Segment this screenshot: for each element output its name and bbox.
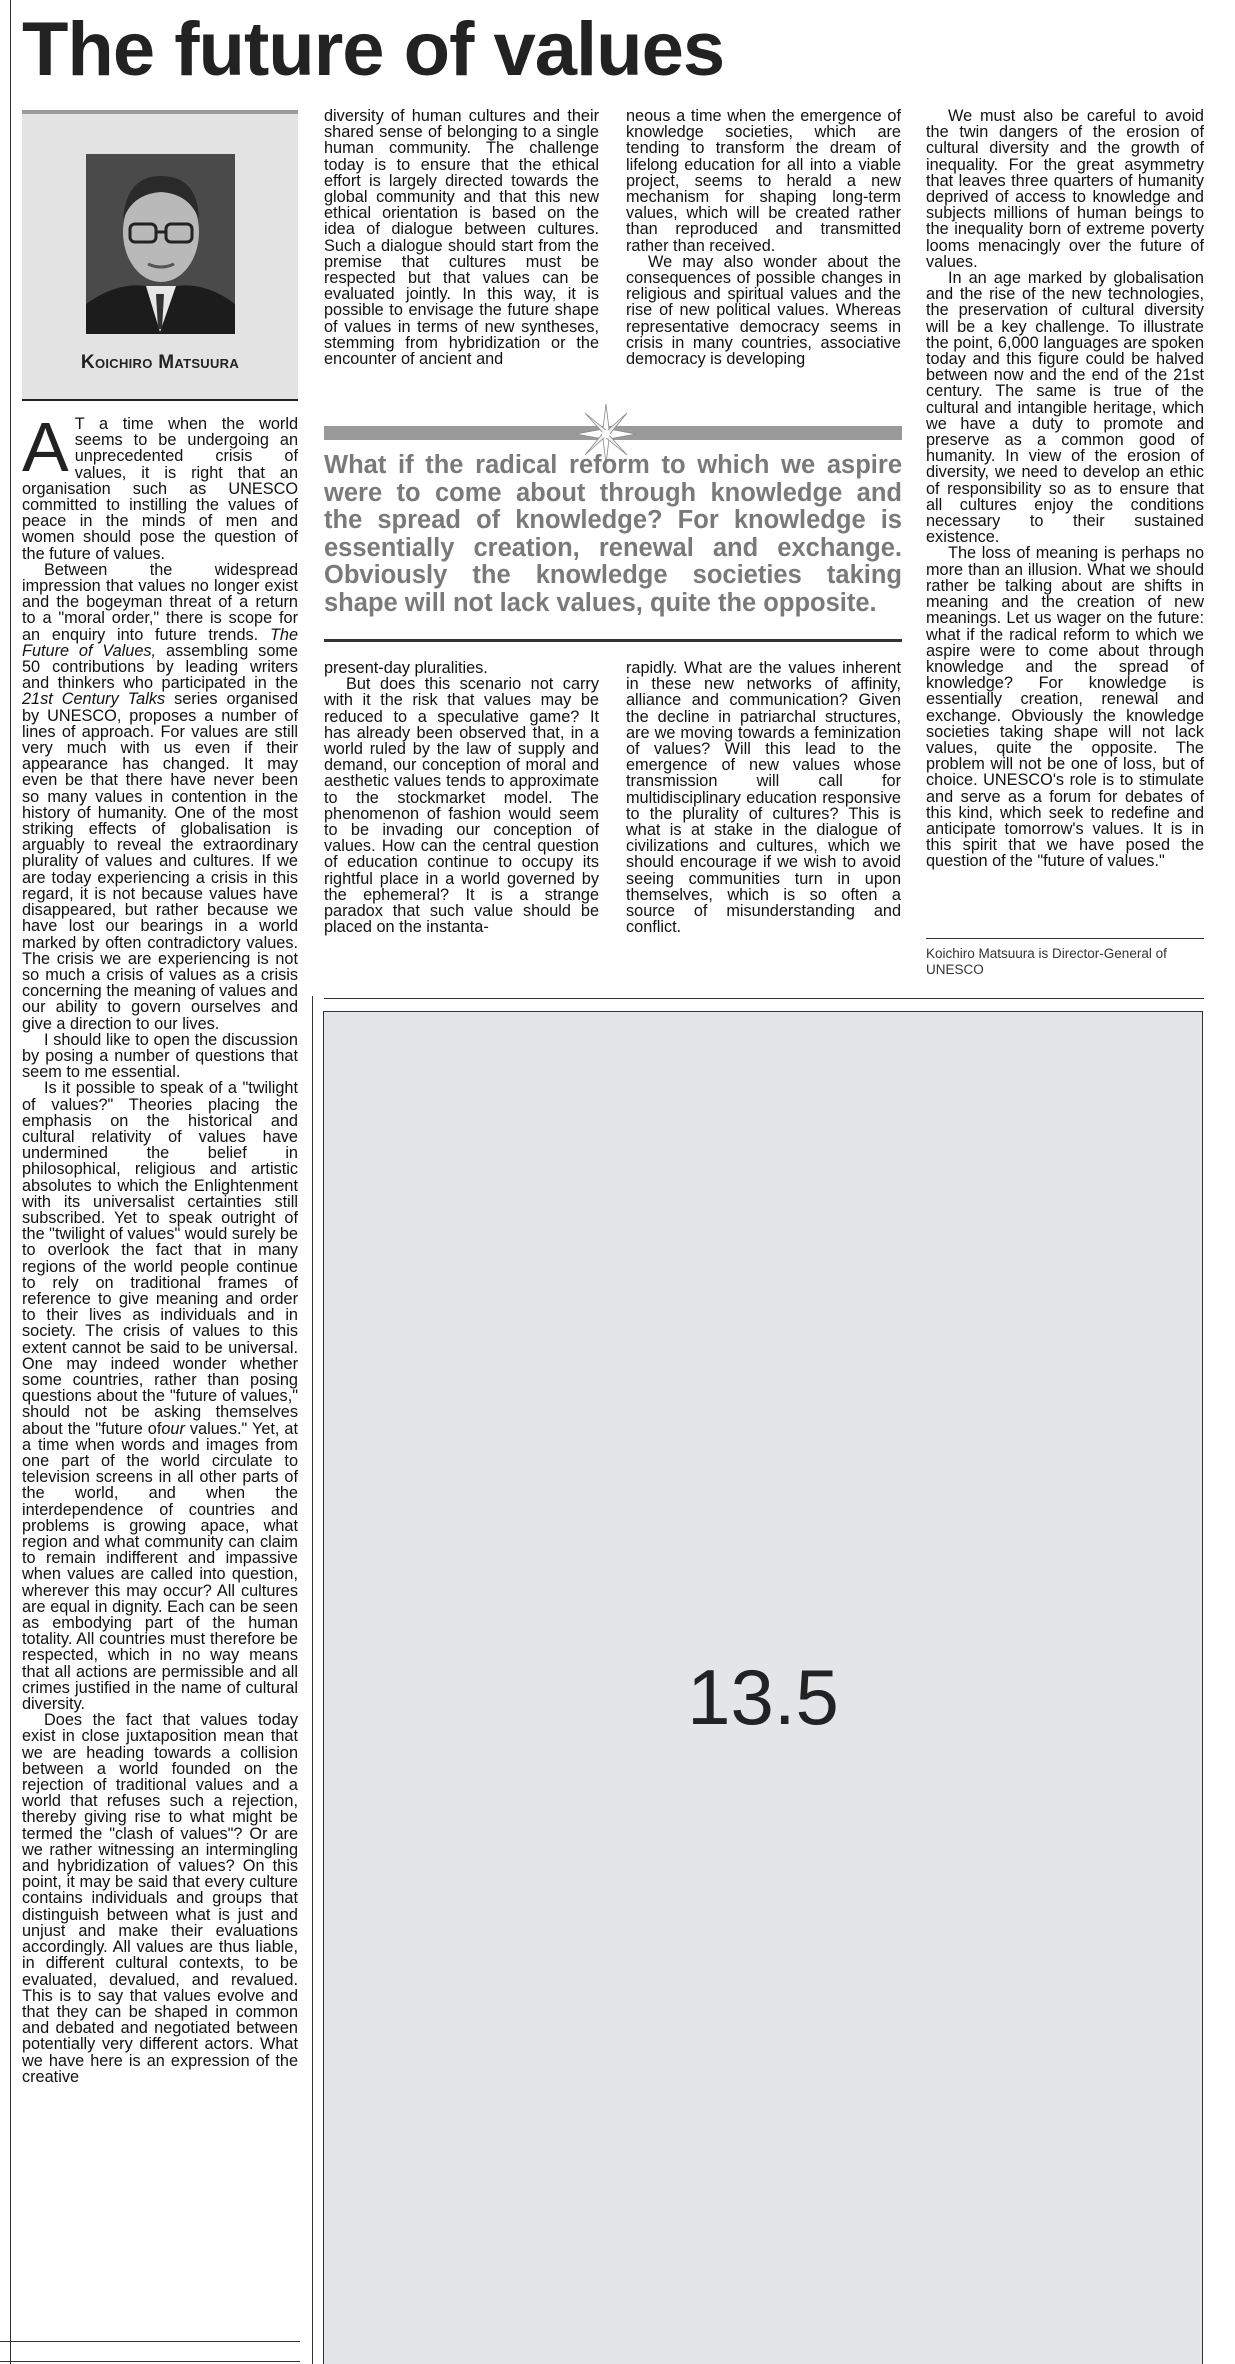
credit-rule	[926, 938, 1204, 939]
drop-cap: A	[22, 408, 69, 486]
paragraph: Is it possible to speak of a "twilight of values?" Theories placing the emphasis on the historical and cultural relativity of values have undermined the belief in philosophical, religious and artistic absolutes to which the Enlightenment with its universalist certainties still subscribed. Yet to speak outright of the "twilight of values" would surely be to overlook the fact that in many regions of the world people continue to rely on traditional frames of reference to give meaning and order to their lives as individuals and in society. The crisis of values to this extent cannot be said to be universal. One may indeed wonder whether some countries, rather than posing questions about the "future of values," should not be asking themselves about the "future ofour values." Yet, at a time when words and images from one part of the world circulate to television screens in all other parts of the world, and when the interdependence of countries and problems is growing apace, what region and what community can claim to remain indifferent and impassive when values are called into question, wherever this may occur? All cultures are equal in dignity. Each can be seen as embodying part of the human totality. All countries must therefore be respected, which in no way means that all actions are permissible and all crimes justified in the name of cultural diversity.	[22, 1079, 298, 1714]
bottom-rule	[0, 2341, 300, 2342]
article-column-2-bottom	[324, 660, 599, 935]
advertisement-placeholder	[323, 1011, 1203, 2364]
paragraph: In an age marked by globalisation and the rise of the new technologies, the preservation of cultural diversity will be a key challenge. To illustrate the point, 6,000 languages are spoken today and this figure could be halved between now and the end of the 21st century. The same is true of the cultural and intangible heritage, which we have a duty to promote and preserve as a common good of humanity. In view of the erosion of diversity, we need to develop an ethic of responsibility so as to ensure that all cultures enjoy the conditions necessary to their sustained existence.	[926, 269, 1204, 547]
pull-quote: What if the radical reform to which we aspire were to come about through knowledge and the spread of knowledge? For knowledge is essentially creation, renewal and exchange. Obviously the knowledge societies taking shape will not lack values, quite the opposite.	[324, 451, 902, 617]
paragraph: rapidly. What are the values inherent in these new networks of affinity, alliance and communication? Given the decline in patriarchal structures, are we moving towards a feminization of values? Will this lead to the emergence of new values whose transmission will call for multidisciplinary education responsive to the plurality of cultures? This is what is at stake in the dialogue of civilizations and cultures, which we should encourage if we wish to avoid seeing communities turn in upon themselves, which is so often a source of misunderstanding and conflict.	[626, 659, 901, 937]
article-column-1	[22, 408, 299, 2086]
bottom-rule	[0, 2361, 300, 2362]
article-column-3-top	[626, 108, 901, 367]
paragraph: We may also wonder about the consequences of possible changes in religious and spiritual values and the rise of new political values. Whereas representative democracy seems in crisis in many countries, associative democracy is developing	[626, 252, 901, 369]
paragraph: diversity of human cultures and their shared sense of belonging to a single human community. The challenge today is to ensure that the ethical effort is largely directed towards the global community and that this new ethical orientation is based on the idea of dialogue between cultures. Such a dialogue should start from the premise that cultures must be respected but that values can be evaluated jointly. In this way, it is possible to envisage the future shape of values in terms of new syntheses, stemming from hybridization or the encounter of ancient and	[324, 107, 599, 369]
paragraph: We must also be careful to avoid the twin dangers of the erosion of cultural diversity and the growth of inequality. For the great asymmetry that leaves three quarters of humanity deprived of access to knowledge and subjects millions of human beings to the inequality born of extreme poverty looms menacingly over the future of values.	[926, 107, 1204, 271]
book-title: The Future of Values,	[22, 625, 299, 660]
pullquote-rule	[324, 639, 902, 642]
portrait-image	[86, 154, 235, 334]
article-title: The future of values	[22, 7, 725, 92]
author-name: Koichiro Matsuura	[80, 352, 240, 373]
author-credit: Koichiro Matsuura is Director-General of UNESCO	[926, 946, 1167, 977]
left-margin-rule	[10, 0, 11, 2364]
paragraph: Between the widespread impression that values no longer exist and the bogeyman threat of a return to a "moral order," there is scope for an enquiry into future trends. The Future of Values, assembling some 50 contributions by leading writers and thinkers who participated in the 21st Century Talks series organised by UNESCO, proposes a number of lines of approach. For values are still very much with us even if their appearance has changed. It may even be that there have never been so many values in contention in the history of humanity. One of the most striking effects of globalisation is arguably to reveal the extraordinary plurality of values and cultures. If we are today experiencing a crisis in this regard, it is not because values have disappeared, but rather because we have lost our bearings in a world marked by often contradictory values. The crisis we are experiencing is not so much a crisis of values as a crisis concerning the meaning of values and our ability to govern ourselves and give a direction to our lives.	[22, 560, 299, 1033]
section-rule	[324, 998, 1204, 999]
emphasis: our	[161, 1419, 185, 1438]
paragraph: A T a time when the world seems to be undergoing an unprecedented crisis of values, it is right that an organisation such as UNESCO committed to instilling the values of peace in the minds of men and women should pose the question of the future of values.	[22, 408, 298, 563]
author-box	[22, 110, 298, 401]
paragraph: present-day pluralities.	[324, 659, 488, 677]
article-column-4	[926, 108, 1204, 870]
article-column-2-top	[324, 108, 599, 367]
paragraph: I should like to open the discussion by posing a number of questions that seem to me essential.	[22, 1030, 298, 1082]
paragraph: But does this scenario not carry with it the risk that values may be reduced to a speculative game? It has already been observed that, in a world ruled by the law of supply and demand, our conception of moral and aesthetic values tends to approximate to the stockmarket model. The phenomenon of fashion would seem to be invading our conception of values. How can the central question of education continue to occupy its rightful place in a world governed by the ephemeral? It is a strange paradox that such value should be placed on the instanta-	[324, 675, 599, 937]
paragraph: Does the fact that values today exist in close juxtaposition mean that we are heading towards a collision between a world founded on the rejection of traditional values and a world that refuses such a rejection, thereby giving rise to what might be termed the "clash of values"? Or are we rather witnessing an intermingling and hybridization of values? On this point, it may be said that every culture contains individuals and groups that distinguish between what is just and unjust and make their evaluations accordingly. All values are thus liable, in different cultural contexts, to be evaluated, devalued, and revalued. This is to say that values evolve and that they can be shaped in common and debated and negotiated between potentially very different actors. What we have here is an expression of the creative	[22, 1711, 298, 2086]
article-column-3-bottom	[626, 660, 901, 935]
series-title: 21st Century Talks	[22, 690, 166, 709]
paragraph: The loss of meaning is perhaps no more than an illusion. What we should rather be talking about are shifts in meaning and the creation of new meanings. Let us wager on the future: what if the radical reform to which we aspire were to come about through knowledge and the spread of knowledge? For knowledge is essentially creation, renewal and exchange. Obviously the knowledge societies taking shape will not lack values, quite the opposite. The problem will not be one of loss, but of choice. UNESCO's role is to stimulate and serve as a forum for debates of this kind, which seek to redefine and anticipate tomorrow's values. It is in this spirit that we have posed the question of the "future of values."	[926, 544, 1204, 871]
column-separator-rule	[312, 996, 313, 2364]
author-portrait	[86, 154, 235, 334]
paragraph: neous a time when the emergence of knowledge societies, which are tending to transform the dream of lifelong education for all into a viable project, seems to herald a new mechanism for shaping long-term values, which will be created rather than reproduced and transmitted rather than received.	[626, 107, 901, 255]
placeholder-label: 13.5	[687, 1653, 839, 1741]
